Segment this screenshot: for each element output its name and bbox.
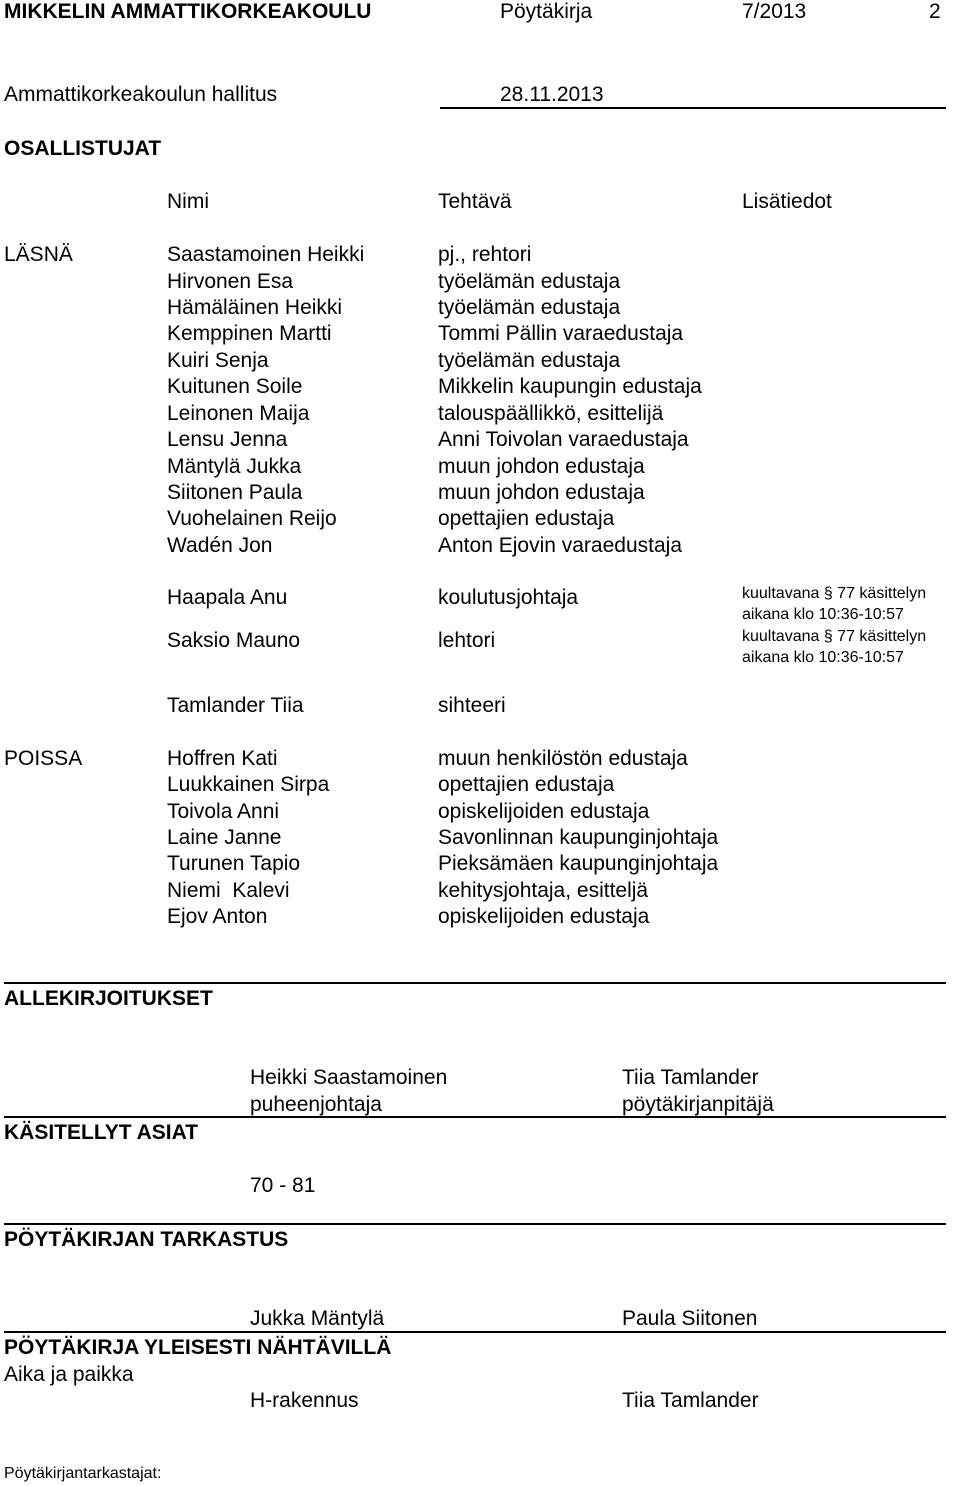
- participant-name: Haapala Anu: [167, 586, 288, 609]
- secretary-name: Tamlander Tiia: [167, 694, 304, 717]
- participant-name: Siitonen Paula: [167, 481, 303, 504]
- participant-role: Mikkelin kaupungin edustaja: [438, 375, 702, 398]
- institution-name: MIKKELIN AMMATTIKORKEAKOULU: [4, 0, 372, 23]
- participant-name: Saastamoinen Heikki: [167, 243, 365, 266]
- participant-name: Turunen Tapio: [167, 852, 301, 875]
- participant-role: opettajien edustaja: [438, 773, 615, 796]
- participant-name: Saksio Mauno: [167, 629, 301, 652]
- participant-name: Luukkainen Sirpa: [167, 773, 330, 796]
- handled-rule: [4, 1116, 946, 1118]
- meeting-date: 28.11.2013: [500, 83, 604, 106]
- review-rule: [4, 1223, 946, 1225]
- chair-name: Heikki Saastamoinen: [250, 1066, 448, 1089]
- participant-role: talouspäällikkö, esittelijä: [438, 402, 664, 425]
- absent-label: POISSA: [4, 747, 83, 770]
- participant-role: muun henkilöstön edustaja: [438, 747, 688, 770]
- participant-role: muun johdon edustaja: [438, 455, 645, 478]
- participant-name: Vuohelainen Reijo: [167, 507, 337, 530]
- public-title: PÖYTÄKIRJA YLEISESTI NÄHTÄVILLÄ: [4, 1336, 392, 1359]
- participant-name: Wadén Jon: [167, 534, 273, 557]
- participant-name: Niemi Kalevi: [167, 879, 290, 902]
- reviewers-footer-label: Pöytäkirjantarkastajat:: [4, 1465, 162, 1482]
- reviewer-1-name: Jukka Mäntylä: [250, 1307, 385, 1330]
- display-person: Tiia Tamlander: [622, 1389, 759, 1412]
- handled-title: KÄSITELLYT ASIAT: [4, 1121, 199, 1144]
- participant-role: opiskelijoiden edustaja: [438, 905, 650, 928]
- participant-role: Tommi Pällin varaedustaja: [438, 322, 684, 345]
- public-rule: [4, 1331, 946, 1333]
- secretary-role: sihteeri: [438, 694, 506, 717]
- participant-role: opiskelijoiden edustaja: [438, 800, 650, 823]
- column-header-name: Nimi: [167, 190, 209, 213]
- participant-name: Kuiri Senja: [167, 349, 269, 372]
- present-label: LÄSNÄ: [4, 243, 73, 266]
- reviewer-2-name: Paula Siitonen: [622, 1307, 758, 1330]
- participant-name: Lensu Jenna: [167, 428, 288, 451]
- participants-title: OSALLISTUJAT: [4, 137, 162, 160]
- participant-name: Ejov Anton: [167, 905, 268, 928]
- participant-info: kuultavana § 77 käsittelyn: [742, 585, 927, 602]
- participant-info: kuultavana § 77 käsittelyn: [742, 628, 927, 645]
- participant-role: muun johdon edustaja: [438, 481, 645, 504]
- participant-role: Savonlinnan kaupunginjohtaja: [438, 826, 719, 849]
- participant-name: Toivola Anni: [167, 800, 280, 823]
- participant-name: Kuitunen Soile: [167, 375, 303, 398]
- participant-role: Anni Toivolan varaedustaja: [438, 428, 689, 451]
- column-header-role: Tehtävä: [438, 190, 512, 213]
- handled-items: 70 - 81: [250, 1174, 316, 1197]
- review-title: PÖYTÄKIRJAN TARKASTUS: [4, 1228, 289, 1251]
- participant-role: työelämän edustaja: [438, 349, 621, 372]
- time-place-label: Aika ja paikka: [4, 1363, 134, 1386]
- governing-body: Ammattikorkeakoulun hallitus: [4, 83, 278, 106]
- participant-role: pj., rehtori: [438, 243, 532, 266]
- document-type: Pöytäkirja: [500, 0, 593, 23]
- column-header-info: Lisätiedot: [742, 190, 832, 213]
- participant-name: Hämäläinen Heikki: [167, 296, 343, 319]
- document-number: 7/2013: [742, 0, 807, 23]
- participant-role: Pieksämäen kaupunginjohtaja: [438, 852, 719, 875]
- chair-role: puheenjohtaja: [250, 1093, 382, 1116]
- secretary-signer-name: Tiia Tamlander: [622, 1066, 759, 1089]
- participant-info: aikana klo 10:36-10:57: [742, 606, 904, 623]
- participant-role: opettajien edustaja: [438, 507, 615, 530]
- header-rule: [440, 107, 946, 109]
- participant-name: Mäntylä Jukka: [167, 455, 302, 478]
- display-place: H-rakennus: [250, 1389, 359, 1412]
- participant-role: koulutusjohtaja: [438, 586, 579, 609]
- participant-info: aikana klo 10:36-10:57: [742, 649, 904, 666]
- participant-role: Anton Ejovin varaedustaja: [438, 534, 682, 557]
- participant-name: Leinonen Maija: [167, 402, 310, 425]
- secretary-signer-role: pöytäkirjanpitäjä: [622, 1093, 774, 1116]
- signatures-rule: [4, 982, 946, 984]
- participant-name: Laine Janne: [167, 826, 282, 849]
- signatures-title: ALLEKIRJOITUKSET: [4, 987, 213, 1010]
- participant-role: lehtori: [438, 629, 496, 652]
- participant-role: työelämän edustaja: [438, 296, 621, 319]
- participant-name: Kemppinen Martti: [167, 322, 332, 345]
- participant-role: kehitysjohtaja, esitteljä: [438, 879, 649, 902]
- page-number: 2: [929, 0, 941, 23]
- participant-name: Hirvonen Esa: [167, 270, 294, 293]
- participant-role: työelämän edustaja: [438, 270, 621, 293]
- participant-name: Hoffren Kati: [167, 747, 278, 770]
